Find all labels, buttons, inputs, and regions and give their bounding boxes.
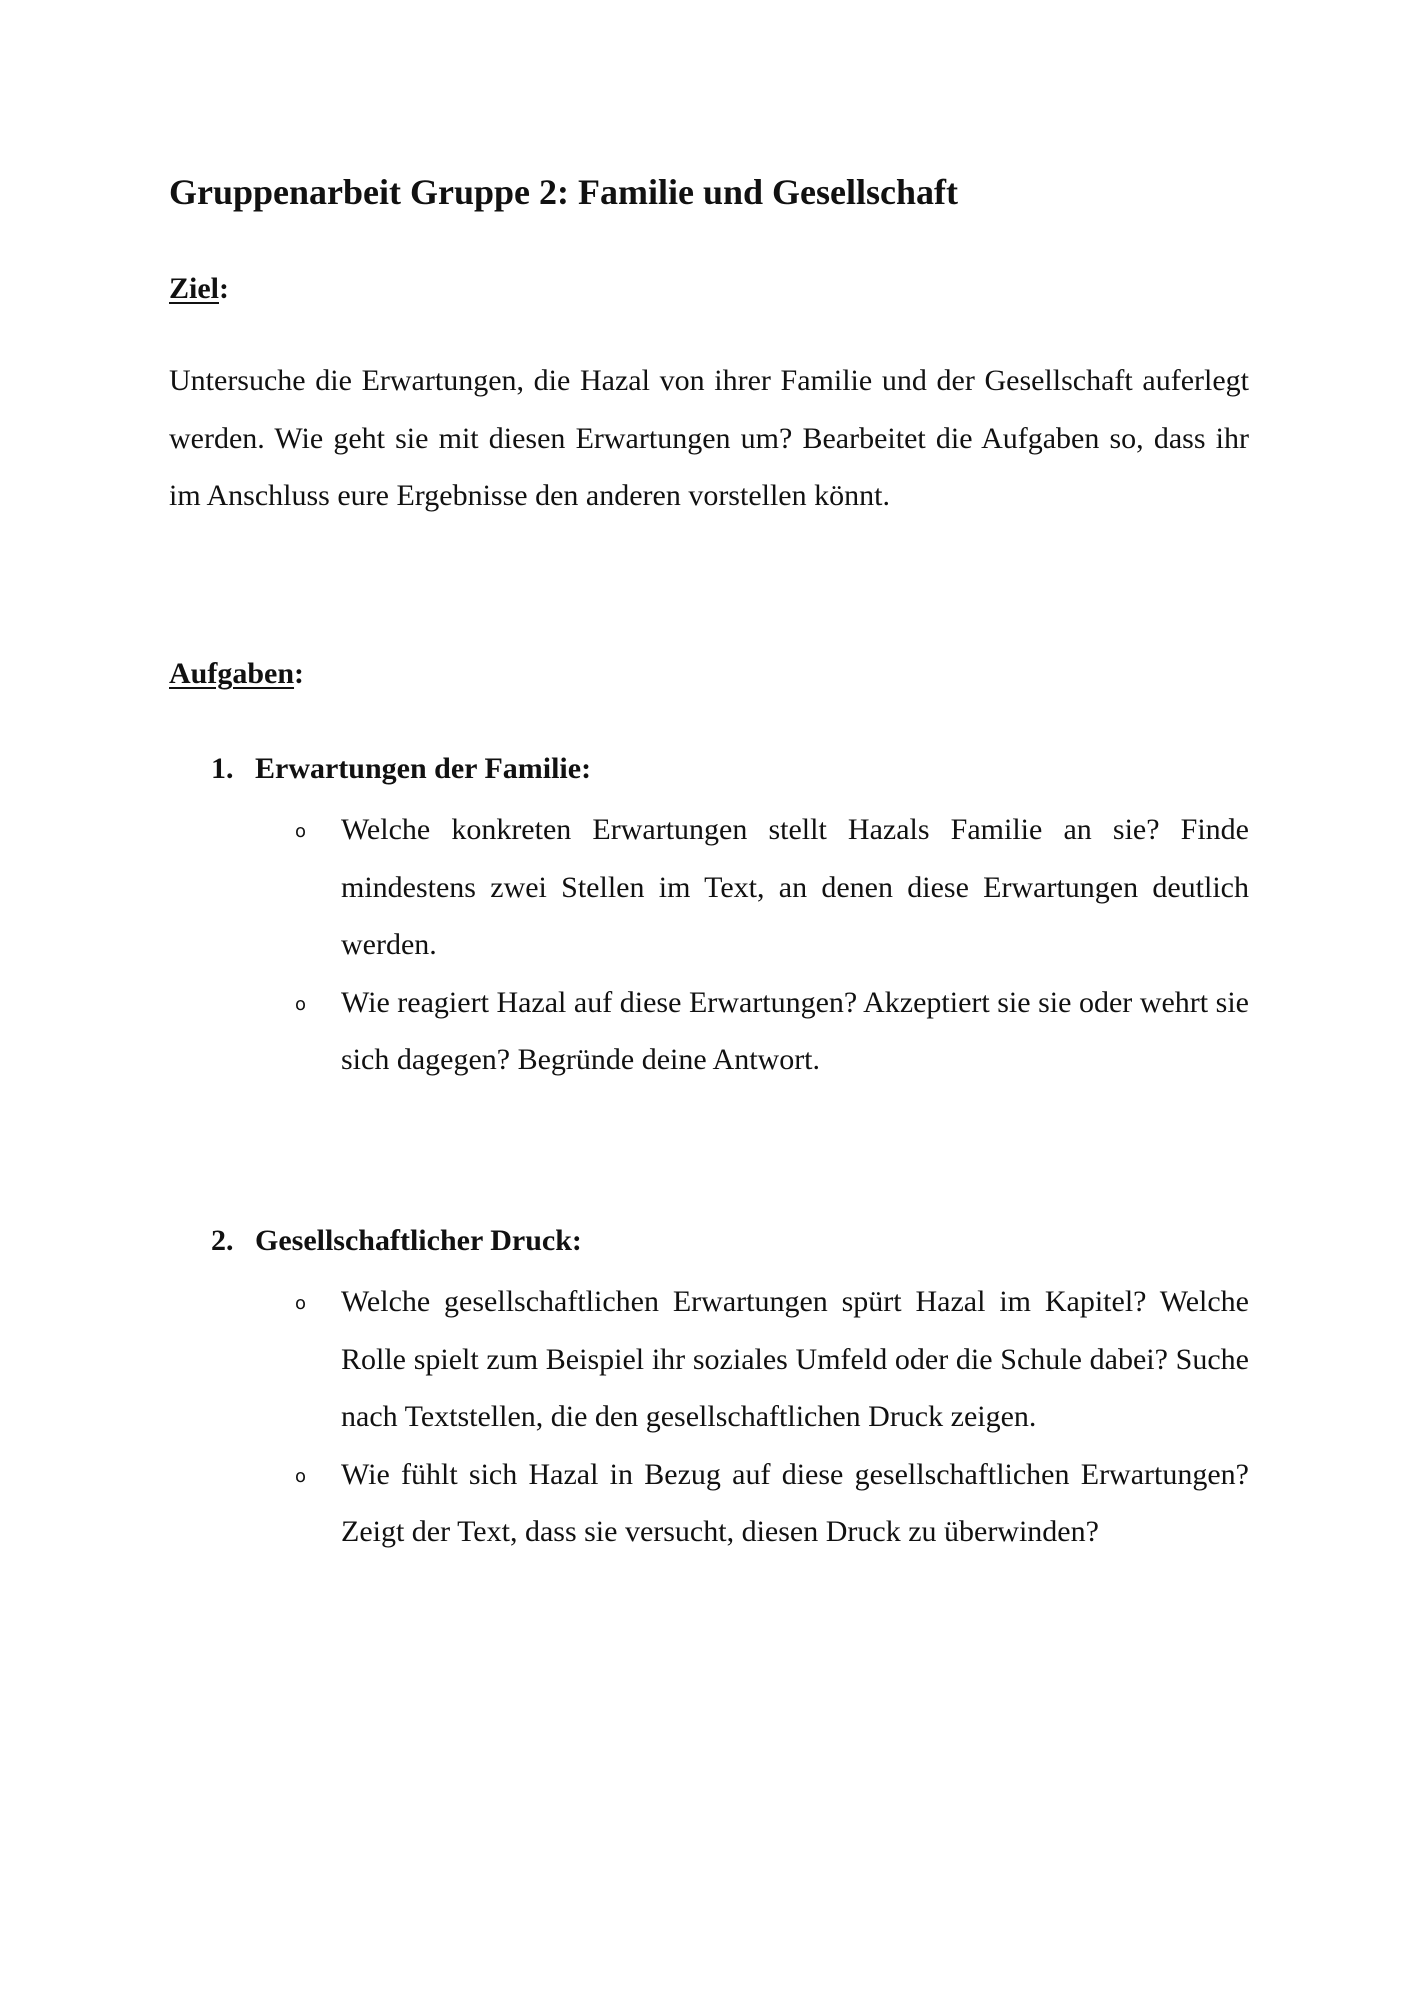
task-bullet-item — [169, 1446, 1249, 1561]
task-bullet-item — [169, 1273, 1249, 1446]
task-number: 1. — [211, 752, 234, 785]
ziel-heading — [169, 269, 229, 309]
task-bullet-item — [169, 974, 1249, 1089]
task-bullet-list — [169, 1273, 1249, 1561]
aufgaben-label: Aufgaben — [169, 657, 295, 690]
task-heading — [211, 749, 591, 789]
aufgaben-heading — [169, 654, 304, 694]
hollow-bullet-icon: o — [295, 993, 307, 1015]
ziel-colon: : — [219, 272, 229, 305]
task-title: Erwartungen der Familie: — [255, 752, 592, 785]
bullet-text: Wie fühlt sich Hazal in Bezug auf diese gesellschaftlichen Erwartungen? Zeigt der Text, dass sie versucht, diesen Druck zu überwinden? — [341, 1457, 1249, 1548]
task-bullet-item — [169, 801, 1249, 974]
document-title: Gruppenarbeit Gruppe 2: Familie und Gesellschaft — [169, 172, 959, 212]
hollow-bullet-icon: o — [295, 821, 307, 842]
hollow-bullet-icon: o — [295, 1465, 307, 1487]
ziel-paragraph: Untersuche die Erwartungen, die Hazal von ihrer Familie und der Gesellschaft auferlegt werden. Wie geht sie mit diesen Erwartungen um? Bearbeitet die Aufgaben so, dass ihr im Anschluss eure Ergebnisse den anderen vorstellen könnt. — [169, 364, 1249, 512]
task-bullet-list — [169, 801, 1249, 1089]
hollow-bullet-icon: o — [295, 1293, 307, 1314]
bullet-text: Welche gesellschaftlichen Erwartungen spürt Hazal im Kapitel? Welche Rolle spielt zum Beispiel ihr soziales Umfeld oder die Schule dabei? Suche nach Textstellen, die den gesellschaftlichen Druck zeigen. — [341, 1285, 1249, 1433]
aufgaben-colon: : — [294, 657, 305, 690]
bullet-text: Wie reagiert Hazal auf diese Erwartungen? Akzeptiert sie sie oder wehrt sie sich dagegen? Begründe deine Antwort. — [341, 985, 1249, 1076]
task-title: Gesellschaftlicher Druck: — [255, 1224, 582, 1257]
ziel-label: Ziel — [169, 272, 219, 305]
task-heading — [211, 1221, 582, 1261]
bullet-text: Welche konkreten Erwartungen stellt Hazals Familie an sie? Finde mindestens zwei Stellen im Text, an denen diese Erwartungen deutlich werden. — [341, 813, 1249, 961]
task-number: 2. — [211, 1224, 234, 1257]
